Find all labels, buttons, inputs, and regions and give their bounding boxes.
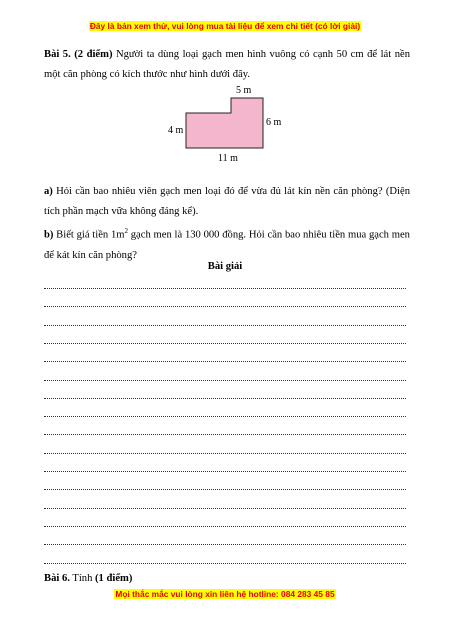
square-exponent: 2	[124, 227, 128, 235]
answer-line	[44, 544, 406, 545]
answer-line	[44, 471, 406, 472]
answer-line	[44, 563, 406, 564]
answer-line	[44, 416, 406, 417]
contact-text: Mọi thắc mắc vui lòng xin liên hệ hotline: 084 283 45 85	[115, 589, 335, 599]
answer-line	[44, 380, 406, 381]
problem5-title: Bài 5. (2 điểm)	[44, 49, 113, 60]
solution-heading: Bài giải	[207, 261, 243, 272]
answer-line	[44, 453, 406, 454]
preview-notice-banner	[0, 21, 450, 31]
problem5-statement	[44, 45, 410, 85]
answer-line	[44, 343, 406, 344]
answer-line	[44, 288, 406, 289]
problem5-intro: Người ta dùng loại gạch men hình vuông có cạnh 50 cm để lát nền một căn phòng có kích thước như hình dưới đây.	[44, 49, 410, 80]
problem6-statement	[44, 569, 410, 589]
problem6-points: (1 điểm)	[95, 573, 133, 584]
problem6-text: Tính	[69, 573, 96, 584]
contact-banner	[0, 589, 450, 599]
room-floor-figure	[160, 85, 300, 165]
right-height-label: 6 m	[266, 117, 282, 128]
answer-line	[44, 526, 406, 527]
answer-line	[44, 361, 406, 362]
question-b-label: b)	[44, 229, 54, 241]
question-a	[44, 182, 410, 222]
question-a-label: a)	[44, 186, 53, 197]
question-b	[44, 221, 410, 266]
question-b-text-end: gạch men là 130 000 đồng. Hỏi cần bao nhiêu tiền mua gạch men để kát kín căn phòng?	[44, 229, 410, 261]
room-floor-shape	[186, 98, 263, 148]
top-width-label: 5 m	[236, 85, 252, 96]
bottom-width-label: 11 m	[218, 153, 238, 164]
problem6-title: Bài 6.	[44, 573, 70, 584]
question-b-text-start: Biết giá tiền 1m	[53, 229, 125, 241]
answer-line	[44, 306, 406, 307]
answer-line	[44, 325, 406, 326]
answer-line	[44, 398, 406, 399]
answer-line	[44, 508, 406, 509]
preview-notice-text: Đây là bản xem thử, vui lòng mua tài liệu để xem chi tiết (có lời giải)	[89, 21, 361, 31]
left-height-label: 4 m	[168, 125, 184, 136]
question-a-text: Hỏi cần bao nhiêu viên gạch men loại đó để vừa đủ lát kín nền căn phòng? (Diện tích phần mạch vữa không đáng kể).	[44, 186, 410, 217]
answer-line	[44, 489, 406, 490]
answer-line	[44, 434, 406, 435]
